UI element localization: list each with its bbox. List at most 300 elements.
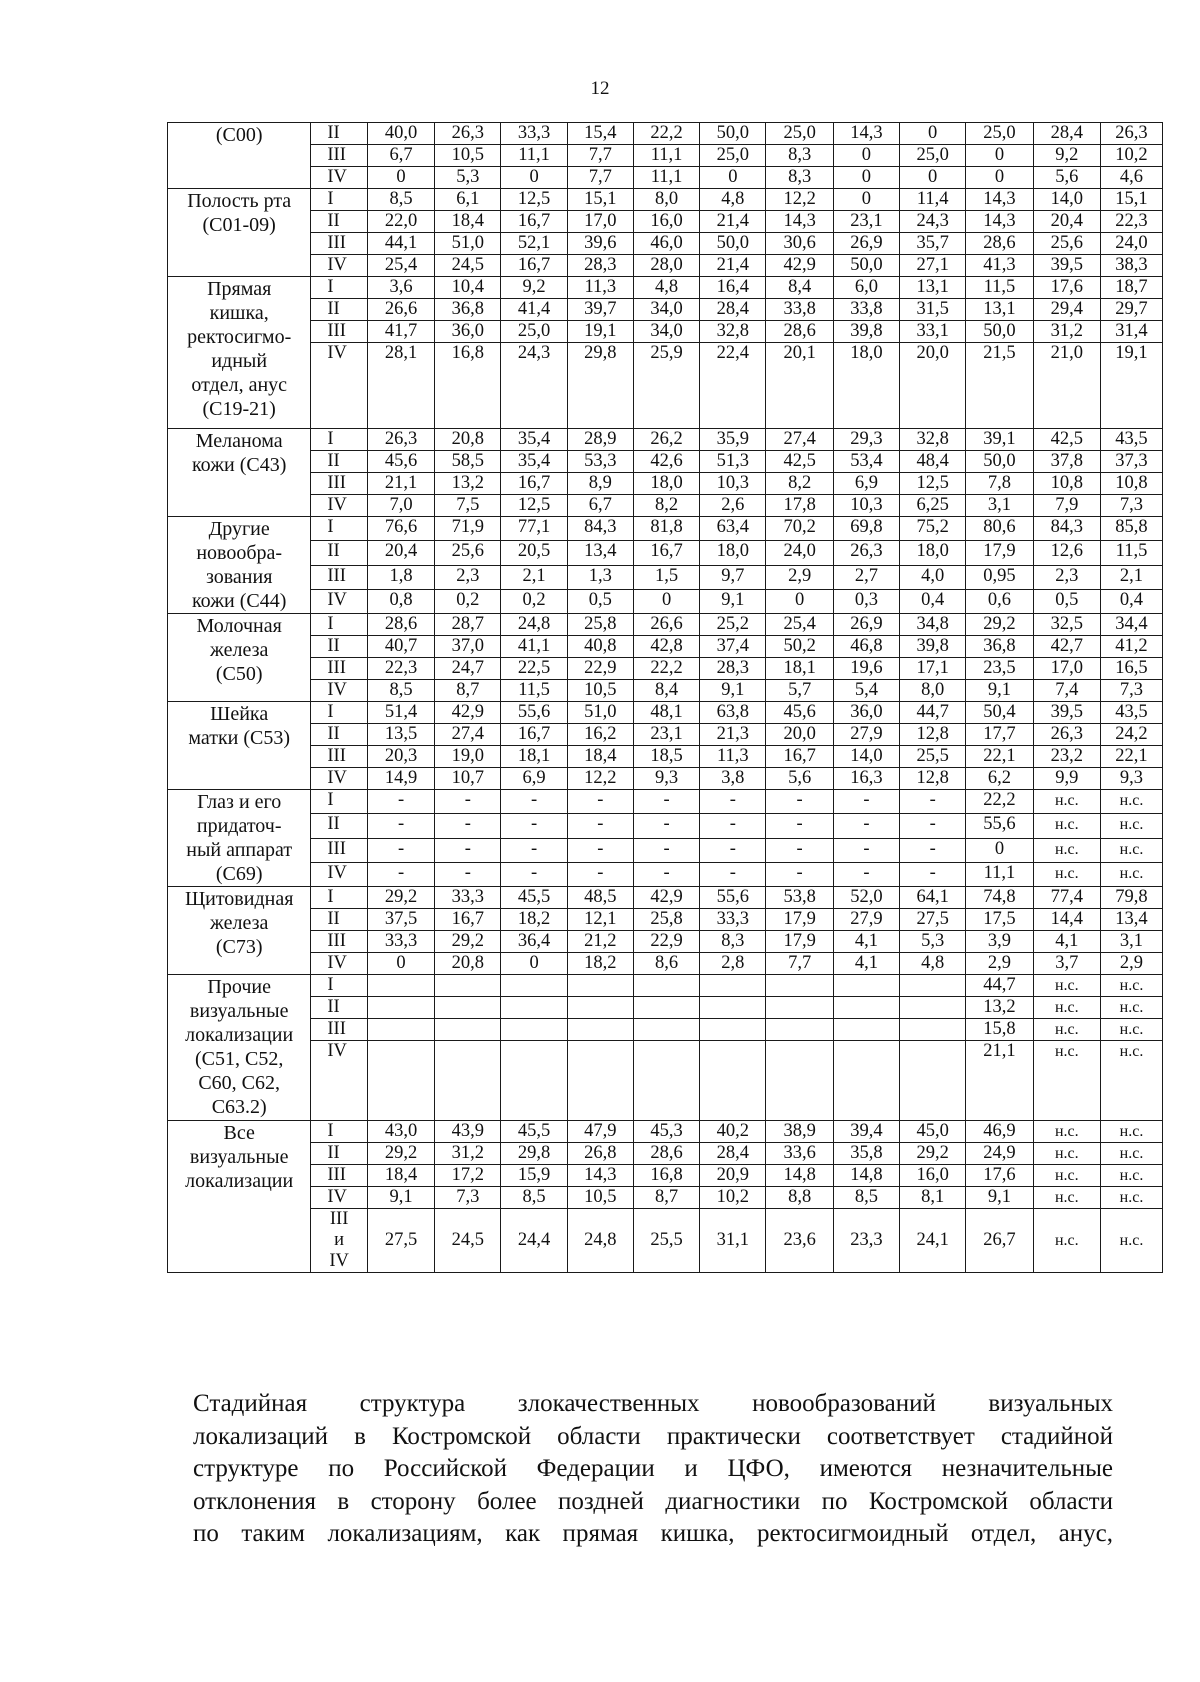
localization-cell xyxy=(168,277,311,429)
localization-cell xyxy=(168,429,311,517)
value-cell: 25,0 xyxy=(900,145,966,167)
stage-label-line: IV xyxy=(329,1251,349,1271)
value-cell: 4,8 xyxy=(633,277,699,299)
value-cell: 3,1 xyxy=(1100,931,1162,953)
value-cell: 37,3 xyxy=(1100,451,1162,473)
value-cell: 10,8 xyxy=(1100,473,1162,495)
value-cell: 16,7 xyxy=(633,541,699,565)
value-cell: 8,0 xyxy=(633,189,699,211)
table-row xyxy=(168,909,1163,931)
value-cell: 27,5 xyxy=(900,909,966,931)
value-cell: 53,3 xyxy=(567,451,633,473)
value-cell: 26,9 xyxy=(833,614,899,636)
value-cell: 5,6 xyxy=(1033,167,1100,189)
value-cell: 71,9 xyxy=(435,517,501,541)
value-cell: 50,0 xyxy=(833,255,899,277)
value-cell: 8,7 xyxy=(435,680,501,702)
value-cell xyxy=(766,975,833,997)
value-cell: 18,7 xyxy=(1100,277,1162,299)
value-cell: - xyxy=(700,814,766,838)
value-cell: 38,9 xyxy=(766,1121,833,1143)
table-row xyxy=(168,211,1163,233)
table-row xyxy=(168,746,1163,768)
value-cell: 39,8 xyxy=(833,321,899,343)
value-cell: - xyxy=(367,862,434,886)
value-cell: 38,3 xyxy=(1100,255,1162,277)
value-cell: 10,3 xyxy=(700,473,766,495)
value-cell: 26,3 xyxy=(1100,123,1162,145)
value-cell: 46,9 xyxy=(966,1121,1033,1143)
value-cell: н.с. xyxy=(1033,1143,1100,1165)
value-cell: 35,8 xyxy=(833,1143,899,1165)
table-row xyxy=(168,658,1163,680)
table-row xyxy=(168,189,1163,211)
value-cell: 19,1 xyxy=(567,321,633,343)
value-cell: 29,2 xyxy=(435,931,501,953)
value-cell: - xyxy=(435,838,501,862)
value-cell: 16,7 xyxy=(501,255,567,277)
table-row xyxy=(168,1209,1163,1273)
value-cell: 77,4 xyxy=(1033,887,1100,909)
value-cell: 58,5 xyxy=(435,451,501,473)
localization-cell xyxy=(168,189,311,277)
value-cell: 64,1 xyxy=(900,887,966,909)
page-number: 12 xyxy=(590,78,610,99)
value-cell: 24,8 xyxy=(501,614,567,636)
table-row xyxy=(168,495,1163,517)
value-cell: 39,5 xyxy=(1033,255,1100,277)
value-cell: н.с. xyxy=(1100,814,1162,838)
value-cell: 33,6 xyxy=(766,1143,833,1165)
value-cell: 35,4 xyxy=(501,429,567,451)
value-cell: 11,5 xyxy=(1100,541,1162,565)
value-cell: 18,5 xyxy=(633,746,699,768)
stage-cell: I xyxy=(311,189,367,211)
value-cell: 0 xyxy=(367,167,434,189)
value-cell xyxy=(900,997,966,1019)
value-cell: н.с. xyxy=(1100,1121,1162,1143)
value-cell: 16,7 xyxy=(501,473,567,495)
value-cell: 43,9 xyxy=(435,1121,501,1143)
value-cell: - xyxy=(367,790,434,814)
value-cell: 0,4 xyxy=(1100,589,1162,613)
table-row xyxy=(168,565,1163,589)
value-cell: 32,8 xyxy=(700,321,766,343)
value-cell: 26,8 xyxy=(567,1143,633,1165)
value-cell: 26,3 xyxy=(833,541,899,565)
value-cell: - xyxy=(833,790,899,814)
value-cell xyxy=(900,1041,966,1121)
value-cell: 0,5 xyxy=(1033,589,1100,613)
value-cell: 35,4 xyxy=(501,451,567,473)
value-cell xyxy=(567,1019,633,1041)
value-cell: 13,2 xyxy=(966,997,1033,1019)
value-cell: 0 xyxy=(900,167,966,189)
value-cell: 0,2 xyxy=(501,589,567,613)
value-cell: 33,3 xyxy=(367,931,434,953)
value-cell: 6,0 xyxy=(833,277,899,299)
value-cell: 11,1 xyxy=(633,167,699,189)
value-cell xyxy=(567,975,633,997)
value-cell: 32,5 xyxy=(1033,614,1100,636)
value-cell xyxy=(367,1019,434,1041)
value-cell: 23,2 xyxy=(1033,746,1100,768)
value-cell: н.с. xyxy=(1033,1041,1100,1121)
localization-label-line: Меланома xyxy=(195,430,283,452)
value-cell: 12,2 xyxy=(766,189,833,211)
value-cell: 12,6 xyxy=(1033,541,1100,565)
value-cell: 3,8 xyxy=(700,768,766,790)
value-cell: - xyxy=(567,814,633,838)
value-cell: 45,5 xyxy=(501,887,567,909)
value-cell: - xyxy=(501,814,567,838)
stage-cell: I xyxy=(311,887,367,909)
value-cell: 13,4 xyxy=(1100,909,1162,931)
value-cell: 8,7 xyxy=(633,1187,699,1209)
value-cell: 20,4 xyxy=(367,541,434,565)
value-cell xyxy=(833,975,899,997)
value-cell: - xyxy=(435,862,501,886)
value-cell: 13,5 xyxy=(367,724,434,746)
value-cell: 8,3 xyxy=(766,145,833,167)
value-cell: 22,4 xyxy=(700,343,766,429)
stage-cell: IV xyxy=(311,953,367,975)
value-cell: 37,8 xyxy=(1033,451,1100,473)
value-cell: 9,1 xyxy=(966,1187,1033,1209)
value-cell: 0 xyxy=(833,167,899,189)
value-cell: 22,1 xyxy=(966,746,1033,768)
value-cell xyxy=(833,1019,899,1041)
value-cell: 39,1 xyxy=(966,429,1033,451)
value-cell: 55,6 xyxy=(501,702,567,724)
value-cell: 34,0 xyxy=(633,321,699,343)
value-cell: 7,3 xyxy=(435,1187,501,1209)
value-cell: 8,4 xyxy=(766,277,833,299)
value-cell: 24,2 xyxy=(1100,724,1162,746)
value-cell: 29,3 xyxy=(833,429,899,451)
value-cell: н.с. xyxy=(1033,1019,1100,1041)
value-cell: 0 xyxy=(700,167,766,189)
value-cell xyxy=(833,1041,899,1121)
value-cell: 9,1 xyxy=(700,589,766,613)
value-cell: 20,0 xyxy=(766,724,833,746)
value-cell: 6,25 xyxy=(900,495,966,517)
stage-cell: I xyxy=(311,277,367,299)
value-cell: 25,0 xyxy=(966,123,1033,145)
value-cell xyxy=(766,997,833,1019)
localization-label-line: железа xyxy=(210,639,269,661)
value-cell: 21,0 xyxy=(1033,343,1100,429)
value-cell: 13,1 xyxy=(900,277,966,299)
value-cell: 8,5 xyxy=(833,1187,899,1209)
value-cell: 22,2 xyxy=(633,123,699,145)
localization-cell xyxy=(168,702,311,790)
value-cell: 51,0 xyxy=(435,233,501,255)
table-row xyxy=(168,321,1163,343)
localization-label-line: матки (С53) xyxy=(188,727,291,749)
value-cell: 14,3 xyxy=(966,189,1033,211)
value-cell: 5,4 xyxy=(833,680,899,702)
localization-cell xyxy=(168,614,311,702)
stage-cell: II xyxy=(311,636,367,658)
value-cell: 79,8 xyxy=(1100,887,1162,909)
value-cell: 10,3 xyxy=(833,495,899,517)
value-cell: 12,5 xyxy=(900,473,966,495)
value-cell: 76,6 xyxy=(367,517,434,541)
stage-cell: IV xyxy=(311,768,367,790)
value-cell: 21,3 xyxy=(700,724,766,746)
value-cell: 74,8 xyxy=(966,887,1033,909)
value-cell: 12,5 xyxy=(501,189,567,211)
value-cell: 2,9 xyxy=(966,953,1033,975)
value-cell: 8,8 xyxy=(766,1187,833,1209)
value-cell xyxy=(633,1041,699,1121)
value-cell: 7,7 xyxy=(766,953,833,975)
value-cell: 63,8 xyxy=(700,702,766,724)
value-cell: 11,3 xyxy=(700,746,766,768)
value-cell: - xyxy=(700,862,766,886)
value-cell: 42,5 xyxy=(766,451,833,473)
value-cell: 22,2 xyxy=(966,790,1033,814)
value-cell: 42,9 xyxy=(435,702,501,724)
value-cell: 0 xyxy=(833,189,899,211)
table-row xyxy=(168,1165,1163,1187)
value-cell: 10,4 xyxy=(435,277,501,299)
value-cell: 33,8 xyxy=(833,299,899,321)
value-cell: 55,6 xyxy=(700,887,766,909)
value-cell: 2,3 xyxy=(435,565,501,589)
value-cell: - xyxy=(700,838,766,862)
value-cell: 8,2 xyxy=(766,473,833,495)
value-cell: 2,9 xyxy=(766,565,833,589)
value-cell: 39,7 xyxy=(567,299,633,321)
value-cell: 35,7 xyxy=(900,233,966,255)
value-cell: 26,9 xyxy=(833,233,899,255)
localization-label-line: кожи (С44) xyxy=(191,590,287,612)
value-cell: 0,3 xyxy=(833,589,899,613)
value-cell: 42,9 xyxy=(633,887,699,909)
value-cell: 2,6 xyxy=(700,495,766,517)
value-cell: 55,6 xyxy=(966,814,1033,838)
value-cell: - xyxy=(633,790,699,814)
value-cell: 24,7 xyxy=(435,658,501,680)
value-cell: 8,2 xyxy=(633,495,699,517)
value-cell: - xyxy=(501,838,567,862)
table-row xyxy=(168,724,1163,746)
value-cell: н.с. xyxy=(1100,1187,1162,1209)
value-cell: н.с. xyxy=(1033,1187,1100,1209)
stage-cell: I xyxy=(311,429,367,451)
value-cell: 22,9 xyxy=(633,931,699,953)
value-cell: - xyxy=(435,814,501,838)
value-cell: 22,3 xyxy=(1100,211,1162,233)
value-cell: 6,2 xyxy=(966,768,1033,790)
value-cell: 16,7 xyxy=(501,724,567,746)
localization-label-line: Другие xyxy=(208,518,270,540)
value-cell: 33,3 xyxy=(501,123,567,145)
value-cell: - xyxy=(435,790,501,814)
value-cell: 34,4 xyxy=(1100,614,1162,636)
value-cell xyxy=(567,997,633,1019)
value-cell: 15,1 xyxy=(1100,189,1162,211)
value-cell: 40,0 xyxy=(367,123,434,145)
stage-cell: III xyxy=(311,931,367,953)
stage-cell: III xyxy=(311,321,367,343)
value-cell: н.с. xyxy=(1033,1121,1100,1143)
value-cell: 8,0 xyxy=(900,680,966,702)
table-row xyxy=(168,997,1163,1019)
localization-label-line: визуальные xyxy=(189,1146,289,1168)
localization-label-line: локализации xyxy=(185,1170,294,1192)
value-cell: - xyxy=(900,862,966,886)
value-cell: 16,0 xyxy=(633,211,699,233)
value-cell: 40,2 xyxy=(700,1121,766,1143)
value-cell: 51,4 xyxy=(367,702,434,724)
value-cell: 25,5 xyxy=(900,746,966,768)
value-cell: 36,0 xyxy=(435,321,501,343)
value-cell: 2,3 xyxy=(1033,565,1100,589)
value-cell: 18,1 xyxy=(501,746,567,768)
value-cell: 30,6 xyxy=(766,233,833,255)
value-cell: 8,9 xyxy=(567,473,633,495)
localization-label-line: придаточ- xyxy=(196,815,282,837)
value-cell xyxy=(435,997,501,1019)
value-cell: 7,7 xyxy=(567,167,633,189)
value-cell: 10,5 xyxy=(567,680,633,702)
value-cell: 20,8 xyxy=(435,953,501,975)
table-row xyxy=(168,1041,1163,1121)
value-cell: 4,1 xyxy=(833,953,899,975)
value-cell: 24,5 xyxy=(435,255,501,277)
value-cell: 12,8 xyxy=(900,724,966,746)
value-cell: 6,1 xyxy=(435,189,501,211)
value-cell: 37,5 xyxy=(367,909,434,931)
value-cell xyxy=(501,1041,567,1121)
value-cell: 21,4 xyxy=(700,255,766,277)
value-cell: 33,8 xyxy=(766,299,833,321)
value-cell: 7,9 xyxy=(1033,495,1100,517)
value-cell: н.с. xyxy=(1033,1209,1100,1273)
value-cell: 20,8 xyxy=(435,429,501,451)
value-cell: 23,3 xyxy=(833,1209,899,1273)
localization-label-line: железа xyxy=(210,912,269,934)
value-cell: 24,3 xyxy=(501,343,567,429)
value-cell: 24,5 xyxy=(435,1209,501,1273)
table-body xyxy=(168,123,1163,1273)
value-cell: 0,95 xyxy=(966,565,1033,589)
table-row xyxy=(168,887,1163,909)
value-cell: 3,6 xyxy=(367,277,434,299)
table-row xyxy=(168,255,1163,277)
value-cell: 22,3 xyxy=(367,658,434,680)
localization-label-line: (С73) xyxy=(215,936,263,958)
value-cell: 18,2 xyxy=(567,953,633,975)
value-cell: 25,8 xyxy=(633,909,699,931)
stage-cell: II xyxy=(311,814,367,838)
value-cell: 37,4 xyxy=(700,636,766,658)
localization-label-line: Шейка xyxy=(210,703,269,725)
value-cell: 69,8 xyxy=(833,517,899,541)
value-cell: 35,9 xyxy=(700,429,766,451)
value-cell: 17,7 xyxy=(966,724,1033,746)
value-cell: 11,5 xyxy=(501,680,567,702)
value-cell xyxy=(435,975,501,997)
value-cell: 45,5 xyxy=(501,1121,567,1143)
value-cell: 16,8 xyxy=(435,343,501,429)
value-cell: 14,0 xyxy=(833,746,899,768)
value-cell: 28,6 xyxy=(633,1143,699,1165)
table-row xyxy=(168,277,1163,299)
value-cell: 15,9 xyxy=(501,1165,567,1187)
localization-label-line: кожи (С43) xyxy=(191,454,287,476)
value-cell: 17,0 xyxy=(567,211,633,233)
paragraph-line: локализаций в Костромской области практически соответствует стадийной xyxy=(193,1422,1113,1450)
value-cell: 23,1 xyxy=(633,724,699,746)
value-cell: - xyxy=(567,862,633,886)
value-cell xyxy=(700,1019,766,1041)
value-cell: 15,8 xyxy=(966,1019,1033,1041)
value-cell: 22,5 xyxy=(501,658,567,680)
table-row xyxy=(168,768,1163,790)
value-cell: 21,1 xyxy=(367,473,434,495)
localization-cell xyxy=(168,790,311,887)
value-cell: 23,6 xyxy=(766,1209,833,1273)
value-cell: 28,4 xyxy=(1033,123,1100,145)
stage-cell: III xyxy=(311,1019,367,1041)
paragraph-line: по таким локализациям, как прямая кишка, ректосигмоидный отдел, анус, xyxy=(193,1520,1113,1547)
value-cell: 3,1 xyxy=(966,495,1033,517)
stage-cell: III xyxy=(311,838,367,862)
value-cell: 28,9 xyxy=(567,429,633,451)
table-row xyxy=(168,541,1163,565)
value-cell: 10,2 xyxy=(700,1187,766,1209)
stage-cell: III xyxy=(311,1165,367,1187)
value-cell: 25,9 xyxy=(633,343,699,429)
value-cell: 16,8 xyxy=(633,1165,699,1187)
value-cell: 50,4 xyxy=(966,702,1033,724)
value-cell: 45,6 xyxy=(766,702,833,724)
value-cell: 4,1 xyxy=(833,931,899,953)
value-cell: 28,3 xyxy=(567,255,633,277)
value-cell: 81,8 xyxy=(633,517,699,541)
value-cell: 7,7 xyxy=(567,145,633,167)
value-cell: 9,9 xyxy=(1033,768,1100,790)
stage-cell xyxy=(311,1209,367,1273)
table-row xyxy=(168,614,1163,636)
value-cell: 5,3 xyxy=(900,931,966,953)
value-cell: н.с. xyxy=(1100,975,1162,997)
value-cell: 14,8 xyxy=(766,1165,833,1187)
value-cell: 14,8 xyxy=(833,1165,899,1187)
localization-label-line: визуальные xyxy=(189,1000,289,1022)
value-cell xyxy=(435,1019,501,1041)
value-cell: 0,5 xyxy=(567,589,633,613)
value-cell: 8,5 xyxy=(367,189,434,211)
value-cell: 17,9 xyxy=(766,931,833,953)
value-cell: - xyxy=(900,838,966,862)
value-cell: н.с. xyxy=(1033,814,1100,838)
value-cell: 52,0 xyxy=(833,887,899,909)
value-cell: 25,5 xyxy=(633,1209,699,1273)
value-cell: н.с. xyxy=(1033,975,1100,997)
value-cell: 17,0 xyxy=(1033,658,1100,680)
value-cell: 53,4 xyxy=(833,451,899,473)
value-cell: 25,4 xyxy=(367,255,434,277)
value-cell: - xyxy=(766,790,833,814)
value-cell: 41,7 xyxy=(367,321,434,343)
value-cell: 41,4 xyxy=(501,299,567,321)
localization-label-line: С60, С62, xyxy=(198,1072,281,1094)
